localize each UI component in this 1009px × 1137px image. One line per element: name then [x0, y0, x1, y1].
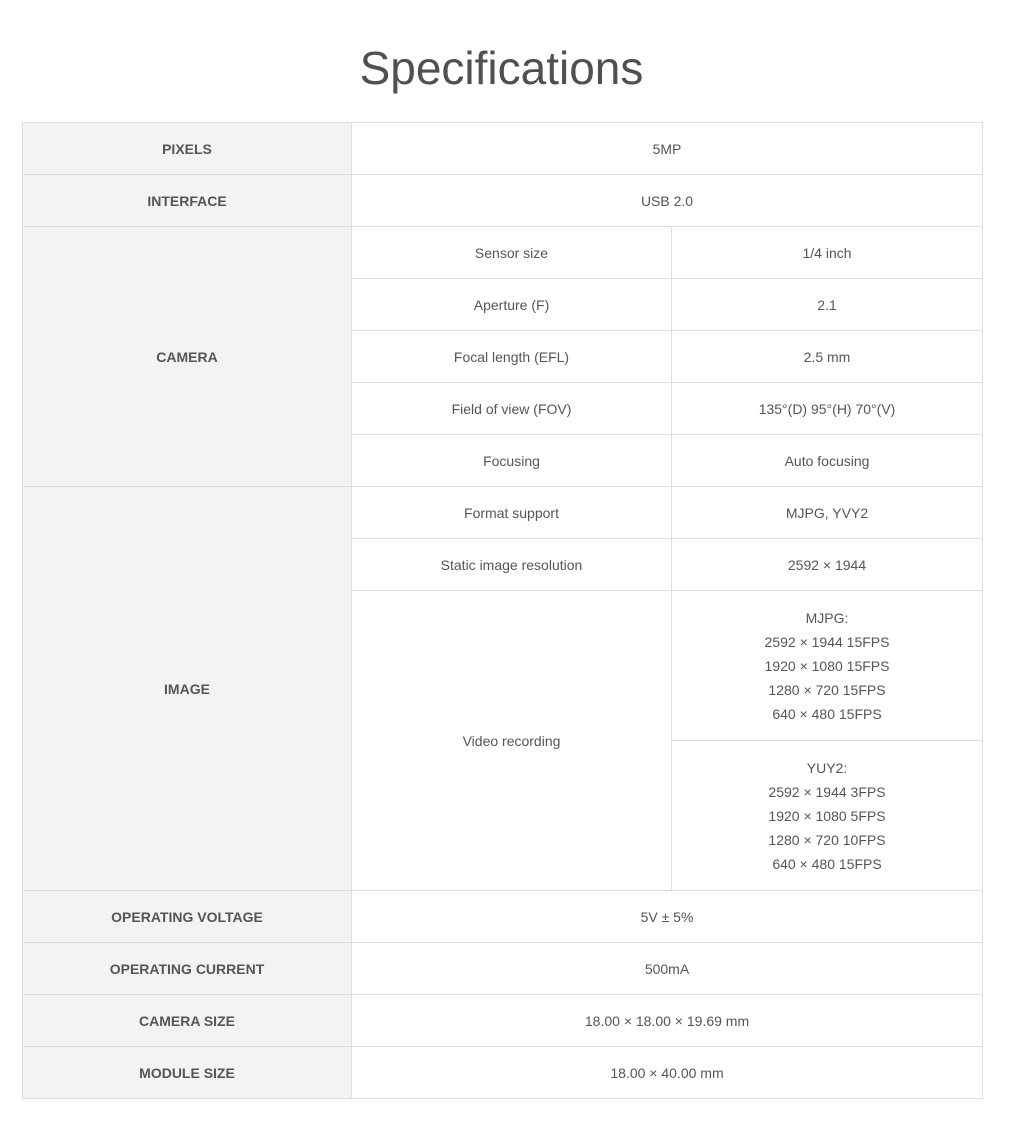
row-value-pixels: 5MP: [352, 123, 983, 175]
sub-value-sensor-size: 1/4 inch: [672, 227, 983, 279]
sub-value-aperture: 2.1: [672, 279, 983, 331]
yuy2-heading: YUY2:: [806, 759, 848, 776]
sub-value-video-mjpg: [672, 591, 983, 741]
row-label-module-size: MODULE SIZE: [23, 1047, 352, 1099]
sub-value-focusing: Auto focusing: [672, 435, 983, 487]
mjpg-mode: 2592 × 1944 15FPS: [764, 633, 890, 650]
sub-label-field-of-view: Field of view (FOV): [352, 383, 672, 435]
sub-value-field-of-view: 135°(D) 95°(H) 70°(V): [672, 383, 983, 435]
specifications-table: [22, 122, 983, 1099]
sub-label-format-support: Format support: [352, 487, 672, 539]
table-row-pixels: [23, 123, 983, 175]
yuy2-mode: 2592 × 1944 3FPS: [768, 783, 886, 800]
row-label-operating-voltage: OPERATING VOLTAGE: [23, 891, 352, 943]
yuy2-mode: 640 × 480 15FPS: [772, 855, 882, 872]
row-value-module-size: 18.00 × 40.00 mm: [352, 1047, 983, 1099]
yuy2-mode: 1920 × 1080 5FPS: [768, 807, 886, 824]
table-row-module-size: [23, 1047, 983, 1099]
mjpg-heading: MJPG:: [805, 609, 849, 626]
mjpg-mode: 1280 × 720 15FPS: [768, 681, 886, 698]
row-label-camera: CAMERA: [23, 227, 352, 487]
table-row-format-support: [23, 487, 983, 539]
sub-label-focal-length: Focal length (EFL): [352, 331, 672, 383]
mjpg-mode: 1920 × 1080 15FPS: [764, 657, 890, 674]
row-value-operating-voltage: 5V ± 5%: [352, 891, 983, 943]
sub-label-aperture: Aperture (F): [352, 279, 672, 331]
row-value-camera-size: 18.00 × 18.00 × 19.69 mm: [352, 995, 983, 1047]
sub-value-static-resolution: 2592 × 1944: [672, 539, 983, 591]
page-title: Specifications: [359, 42, 644, 94]
sub-label-video-recording: Video recording: [352, 591, 672, 891]
row-label-pixels: PIXELS: [23, 123, 352, 175]
row-label-camera-size: CAMERA SIZE: [23, 995, 352, 1047]
table-row-operating-voltage: [23, 891, 983, 943]
table-row-interface: [23, 175, 983, 227]
sub-value-video-yuy2: [672, 741, 983, 891]
sub-value-focal-length: 2.5 mm: [672, 331, 983, 383]
table-row-camera-size: [23, 995, 983, 1047]
table-row-sensor-size: [23, 227, 983, 279]
row-value-operating-current: 500mA: [352, 943, 983, 995]
row-label-interface: INTERFACE: [23, 175, 352, 227]
row-label-image: IMAGE: [23, 487, 352, 891]
row-label-operating-current: OPERATING CURRENT: [23, 943, 352, 995]
sub-value-format-support: MJPG, YVY2: [672, 487, 983, 539]
sub-label-static-resolution: Static image resolution: [352, 539, 672, 591]
row-value-interface: USB 2.0: [352, 175, 983, 227]
sub-label-focusing: Focusing: [352, 435, 672, 487]
mjpg-mode: 640 × 480 15FPS: [772, 705, 882, 722]
sub-label-sensor-size: Sensor size: [352, 227, 672, 279]
table-row-operating-current: [23, 943, 983, 995]
yuy2-mode: 1280 × 720 10FPS: [768, 831, 886, 848]
